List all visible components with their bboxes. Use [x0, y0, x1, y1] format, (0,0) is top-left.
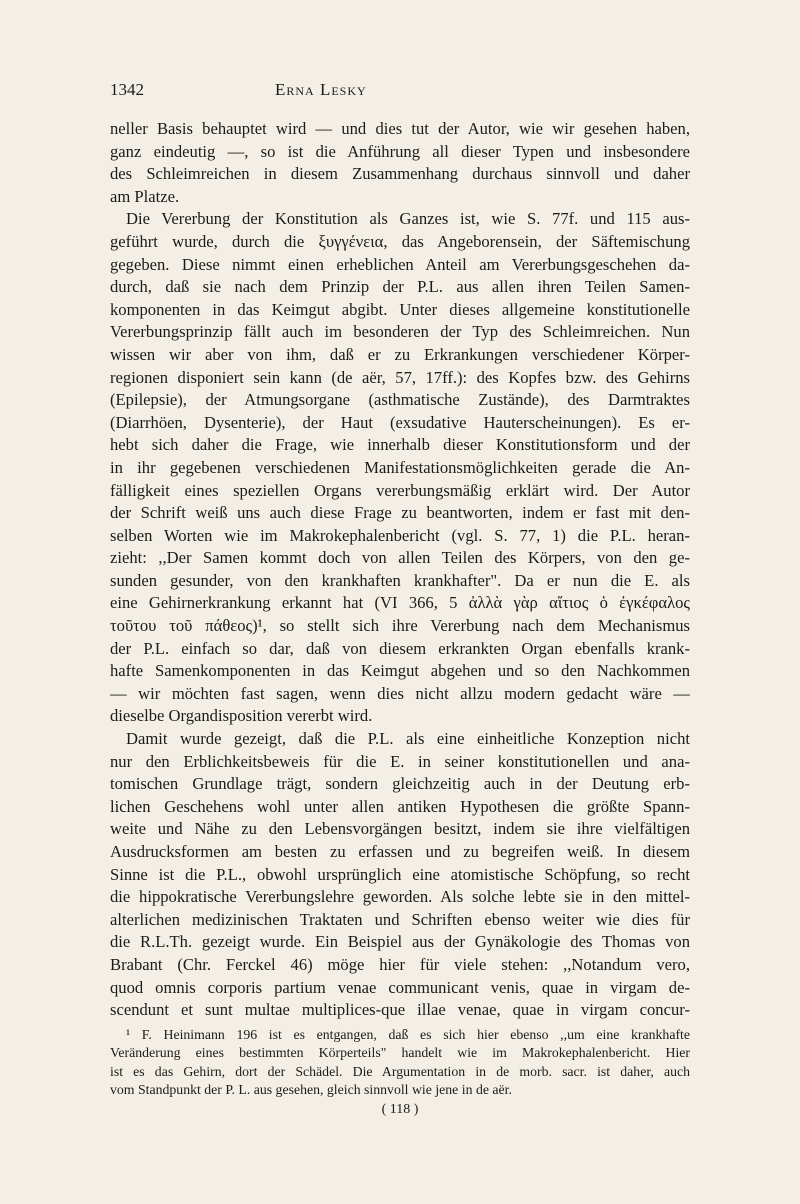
- text-line: durch, daß sie nach dem Prinzip der P.L. aus allen ihren Teilen Samen-: [110, 277, 690, 297]
- text-line: regionen disponiert sein kann (de aër, 57, 17ff.): des Kopfes bzw. des Gehirns: [110, 367, 690, 387]
- text-line: zieht: ,,Der Samen kommt doch von allen Teilen des Körpers, von den ge-: [110, 548, 690, 568]
- text-line: hebt sich daher die Frage, wie innerhalb dieser Konstitutionsform und der: [110, 435, 690, 455]
- footnote-line: ¹ F. Heinimann 196 ist es entgangen, daß es sich hier ebenso ,,um eine krankhafte: [126, 1026, 690, 1042]
- text-line: neller Basis behauptet wird — und dies tut der Autor, wie wir gesehen haben,: [110, 119, 690, 138]
- body-text: [110, 118, 690, 1022]
- text-line: die R.L.Th. gezeigt wurde. Ein Beispiel aus der Gynäkologie des Thomas von: [110, 932, 690, 952]
- text-line: Brabant (Chr. Ferckel 46) möge hier für viele stehen: ,,Notandum vero,: [110, 954, 690, 974]
- text-line: scendunt et sunt multae multiplices-que illae venae, quae in virgam concur-: [110, 1000, 690, 1020]
- text-line: am Platze.: [110, 186, 180, 206]
- text-line: in ihr gegebenen verschiedenen Manifestationsmöglichkeiten gerade die An-: [110, 457, 690, 477]
- text-line: Ausdrucksformen am besten zu erfassen und zu begreifen weiß. In diesem: [110, 842, 690, 861]
- footnote-line: Veränderung eines bestimmten Körperteils" handelt wie im Makrokephalenbericht. Hier: [110, 1045, 690, 1061]
- text-line: weite und Nähe zu den Lebensvorgängen besitzt, indem sie ihre vielfältigen: [110, 819, 690, 839]
- text-line: wissen wir aber von ihm, daß er zu Erkrankungen verschiedener Körper-: [110, 344, 690, 364]
- text-line: Die Vererbung der Konstitution als Ganzes ist, wie S. 77f. und 115 aus-: [126, 209, 690, 229]
- text-line: des Schleimreichen in diesem Zusammenhang durchaus sinnvoll und daher: [110, 164, 690, 184]
- text-line: dieselbe Organdisposition vererbt wird.: [110, 706, 373, 726]
- running-head: [110, 80, 690, 104]
- footnote-line: ist es das Gehirn, dort der Schädel. Die Argumentation in de morb. sacr. ist daher, auch: [110, 1063, 690, 1079]
- text-line: — wir möchten fast sagen, wenn dies nicht allzu modern gedacht wäre —: [110, 683, 690, 703]
- text-line: τοῦτου τοῦ πάθεος)¹, so stellt sich ihre Vererbung nach dem Mechanismus: [110, 616, 690, 636]
- text-line: tomischen Grundlage trägt, sondern gleichzeitig auch in der Deutung erb-: [110, 774, 690, 794]
- text-line: der P.L. einfach so dar, daß von diesem erkrankten Organ ebenfalls krank-: [110, 638, 690, 658]
- text-line: Vererbungsprinzip fällt auch im besonderen der Typ des Schleimreichen. Nun: [110, 322, 690, 342]
- text-line: lichen Geschehens wohl unter allen antiken Hypothesen die größte Spann-: [110, 796, 690, 816]
- page-number: 1342: [110, 80, 144, 99]
- footnotes: [110, 1026, 690, 1100]
- text-line: komponenten in das Keimgut abgibt. Unter dieses allgemeine konstitutionelle: [110, 299, 690, 319]
- text-line: Sinne ist die P.L., obwohl ursprünglich eine atomistische Schöpfung, so recht: [110, 864, 690, 884]
- text-line: gegeben. Diese nimmt einen erheblichen Anteil am Vererbungsgeschehen da-: [110, 254, 690, 274]
- text-line: die hippokratische Vererbungslehre geworden. Als solche lebte sie in den mittel-: [110, 887, 690, 907]
- text-line: selben Worten wie im Makrokephalenbericht (vgl. S. 77, 1) die P.L. heran-: [110, 525, 690, 545]
- text-line: nur den Erblichkeitsbeweis für die E. in seiner konstitutionellen und ana-: [110, 751, 690, 771]
- running-title: Erna Lesky: [275, 80, 367, 99]
- text-line: geführt wurde, durch die ξυγγένεια, das Angeborensein, der Säftemischung: [110, 231, 690, 251]
- text-line: sunden gesunder, von den krankhaften krankhafter". Da er nun die E. als: [110, 570, 690, 590]
- text-line: fälligkeit eines speziellen Organs vererbungsmäßig erklärt wird. Der Autor: [110, 480, 690, 500]
- text-line: ganz eindeutig —, so ist die Anführung all dieser Typen und insbesondere: [110, 141, 690, 161]
- text-line: alterlichen medizinischen Traktaten und Schriften ebenso weiter wie dies für: [110, 909, 690, 929]
- footnote-line: vom Standpunkt der P. L. aus gesehen, gleich sinnvoll wie jene in de aër.: [110, 1082, 512, 1098]
- text-line: der Schrift weiß uns auch diese Frage zu beantworten, indem er fast mit den-: [110, 503, 690, 523]
- text-line: eine Gehirnerkrankung erkannt hat (VI 366, 5 ἀλλὰ γὰρ αἴτιος ὁ ἐγκέφαλος: [110, 593, 690, 613]
- text-line: (Epilepsie), der Atmungsorgane (asthmatische Zustände), des Darmtraktes: [110, 390, 690, 410]
- folio: ( 118 ): [381, 1101, 419, 1117]
- text-line: (Diarrhöen, Dysenterie), der Haut (exsudative Hauterscheinungen). Es er-: [110, 412, 690, 432]
- text-line: quod omnis corporis partium venae communicant venis, quae in virgam de-: [110, 977, 690, 997]
- text-line: Damit wurde gezeigt, daß die P.L. als eine einheitliche Konzeption nicht: [126, 729, 690, 749]
- text-line: hafte Samenkomponenten in das Keimgut abgehen und so den Nachkommen: [110, 661, 690, 681]
